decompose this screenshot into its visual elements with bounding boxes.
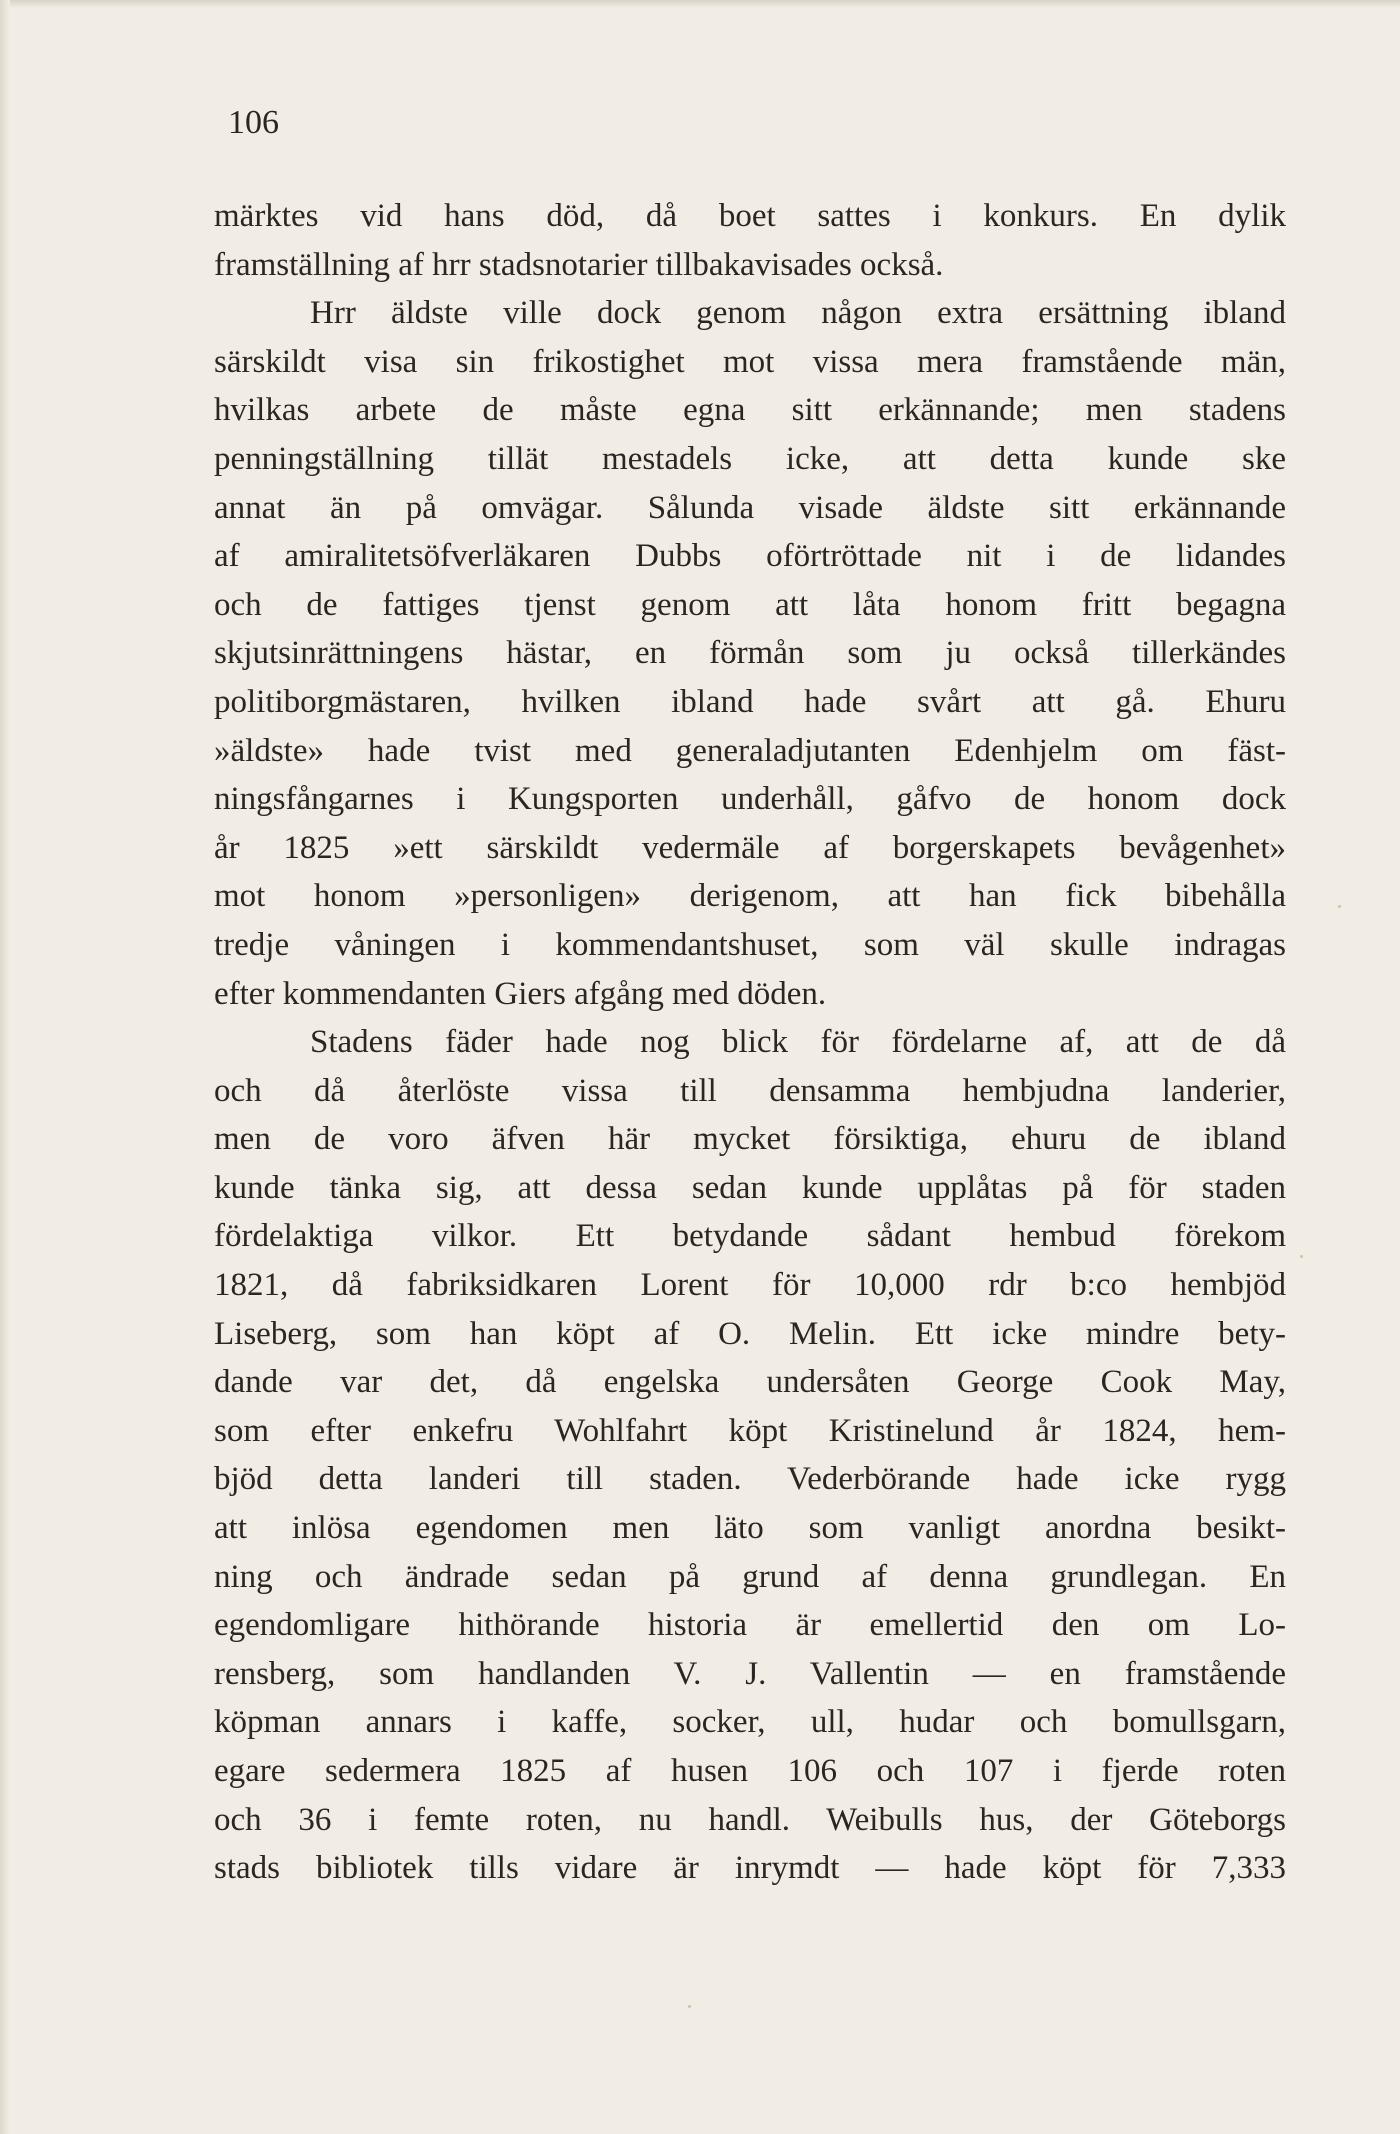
text-line: bjöd detta landeri till staden. Vederbörande hade icke rygg (214, 1461, 1286, 1498)
text-line: af amiralitetsöfverläkaren Dubbs oförtröttade nit i de lidandes (214, 538, 1286, 575)
paper-speck (1338, 905, 1341, 908)
page-edge-left (0, 0, 10, 2134)
paragraph (214, 289, 1286, 1018)
text-line: Hrr äldste ville dock genom någon extra ersättning ibland (310, 295, 1286, 332)
text-line: egare sedermera 1825 af husen 106 och 107 i fjerde roten (214, 1753, 1286, 1789)
text-line: och 36 i femte roten, nu handl. Weibulls hus, der Göteborgs (214, 1801, 1286, 1838)
text-line: politiborgmästaren, hvilken ibland hade svårt att gå. Ehuru (214, 683, 1286, 720)
text-line: rensberg, som handlanden V. J. Vallentin — en framstående (214, 1655, 1286, 1692)
body-text (214, 192, 1286, 1893)
text-line: tredje våningen i kommendantshuset, som väl skulle indragas (214, 926, 1286, 963)
text-line: 1821, då fabriksidkaren Lorent för 10,000 rdr b:co hembjöd (214, 1267, 1286, 1304)
text-line: ning och ändrade sedan på grund af denna grundlegan. En (214, 1558, 1286, 1595)
text-line: men de voro äfven här mycket försiktiga, ehuru de ibland (214, 1121, 1286, 1158)
text-line: ningsfångarnes i Kungsporten underhåll, gåfvo de honom dock (214, 781, 1286, 818)
page-edge-top (0, 0, 1400, 8)
page-number: 106 (228, 104, 279, 141)
text-line: efter kommendanten Giers afgång med döden. (214, 975, 827, 1012)
text-line: framställning af hrr stadsnotarier tillbakavisades också. (214, 246, 944, 283)
text-line: märktes vid hans död, då boet sattes i konkurs. En dylik (214, 198, 1286, 234)
paper-speck (1300, 1255, 1303, 1258)
text-line: fördelaktiga vilkor. Ett betydande sådant hembud förekom (214, 1218, 1286, 1255)
paragraph (214, 1018, 1286, 1893)
text-line: och de fattiges tjenst genom att låta honom fritt begagna (214, 586, 1286, 623)
text-line: »äldste» hade tvist med generaladjutanten Edenhjelm om fäst- (214, 732, 1286, 769)
text-line: Liseberg, som han köpt af O. Melin. Ett icke mindre bety- (214, 1315, 1286, 1352)
paper-speck (688, 2005, 691, 2008)
text-line: penningställning tillät mestadels icke, att detta kunde ske (214, 440, 1286, 477)
text-line: särskildt visa sin frikostighet mot vissa mera framstående män, (214, 343, 1286, 380)
paragraph (214, 192, 1286, 289)
text-line: och då återlöste vissa till densamma hembjudna landerier, (214, 1072, 1286, 1109)
text-line: stads bibliotek tills vidare är inrymdt — hade köpt för 7,333 (214, 1850, 1286, 1887)
text-line: skjutsinrättningens hästar, en förmån som ju också tillerkändes (214, 635, 1286, 672)
text-line: dande var det, då engelska undersåten George Cook May, (214, 1364, 1286, 1401)
text-line: att inlösa egendomen men läto som vanligt anordna besikt- (214, 1510, 1286, 1547)
text-line: egendomligare hithörande historia är emellertid den om Lo- (214, 1607, 1286, 1644)
text-line: mot honom »personligen» derigenom, att han fick bibehålla (214, 878, 1286, 915)
text-line: kunde tänka sig, att dessa sedan kunde upplåtas på för staden (214, 1169, 1286, 1206)
text-line: köpman annars i kaffe, socker, ull, hudar och bomullsgarn, (214, 1704, 1286, 1741)
text-line: Stadens fäder hade nog blick för fördelarne af, att de då (310, 1024, 1286, 1061)
text-line: som efter enkefru Wohlfahrt köpt Kristinelund år 1824, hem- (214, 1412, 1286, 1449)
text-line: hvilkas arbete de måste egna sitt erkännande; men stadens (214, 392, 1286, 429)
text-line: år 1825 »ett särskildt vedermäle af borgerskapets bevågenhet» (214, 829, 1286, 866)
text-line: annat än på omvägar. Sålunda visade äldste sitt erkännande (214, 489, 1286, 526)
